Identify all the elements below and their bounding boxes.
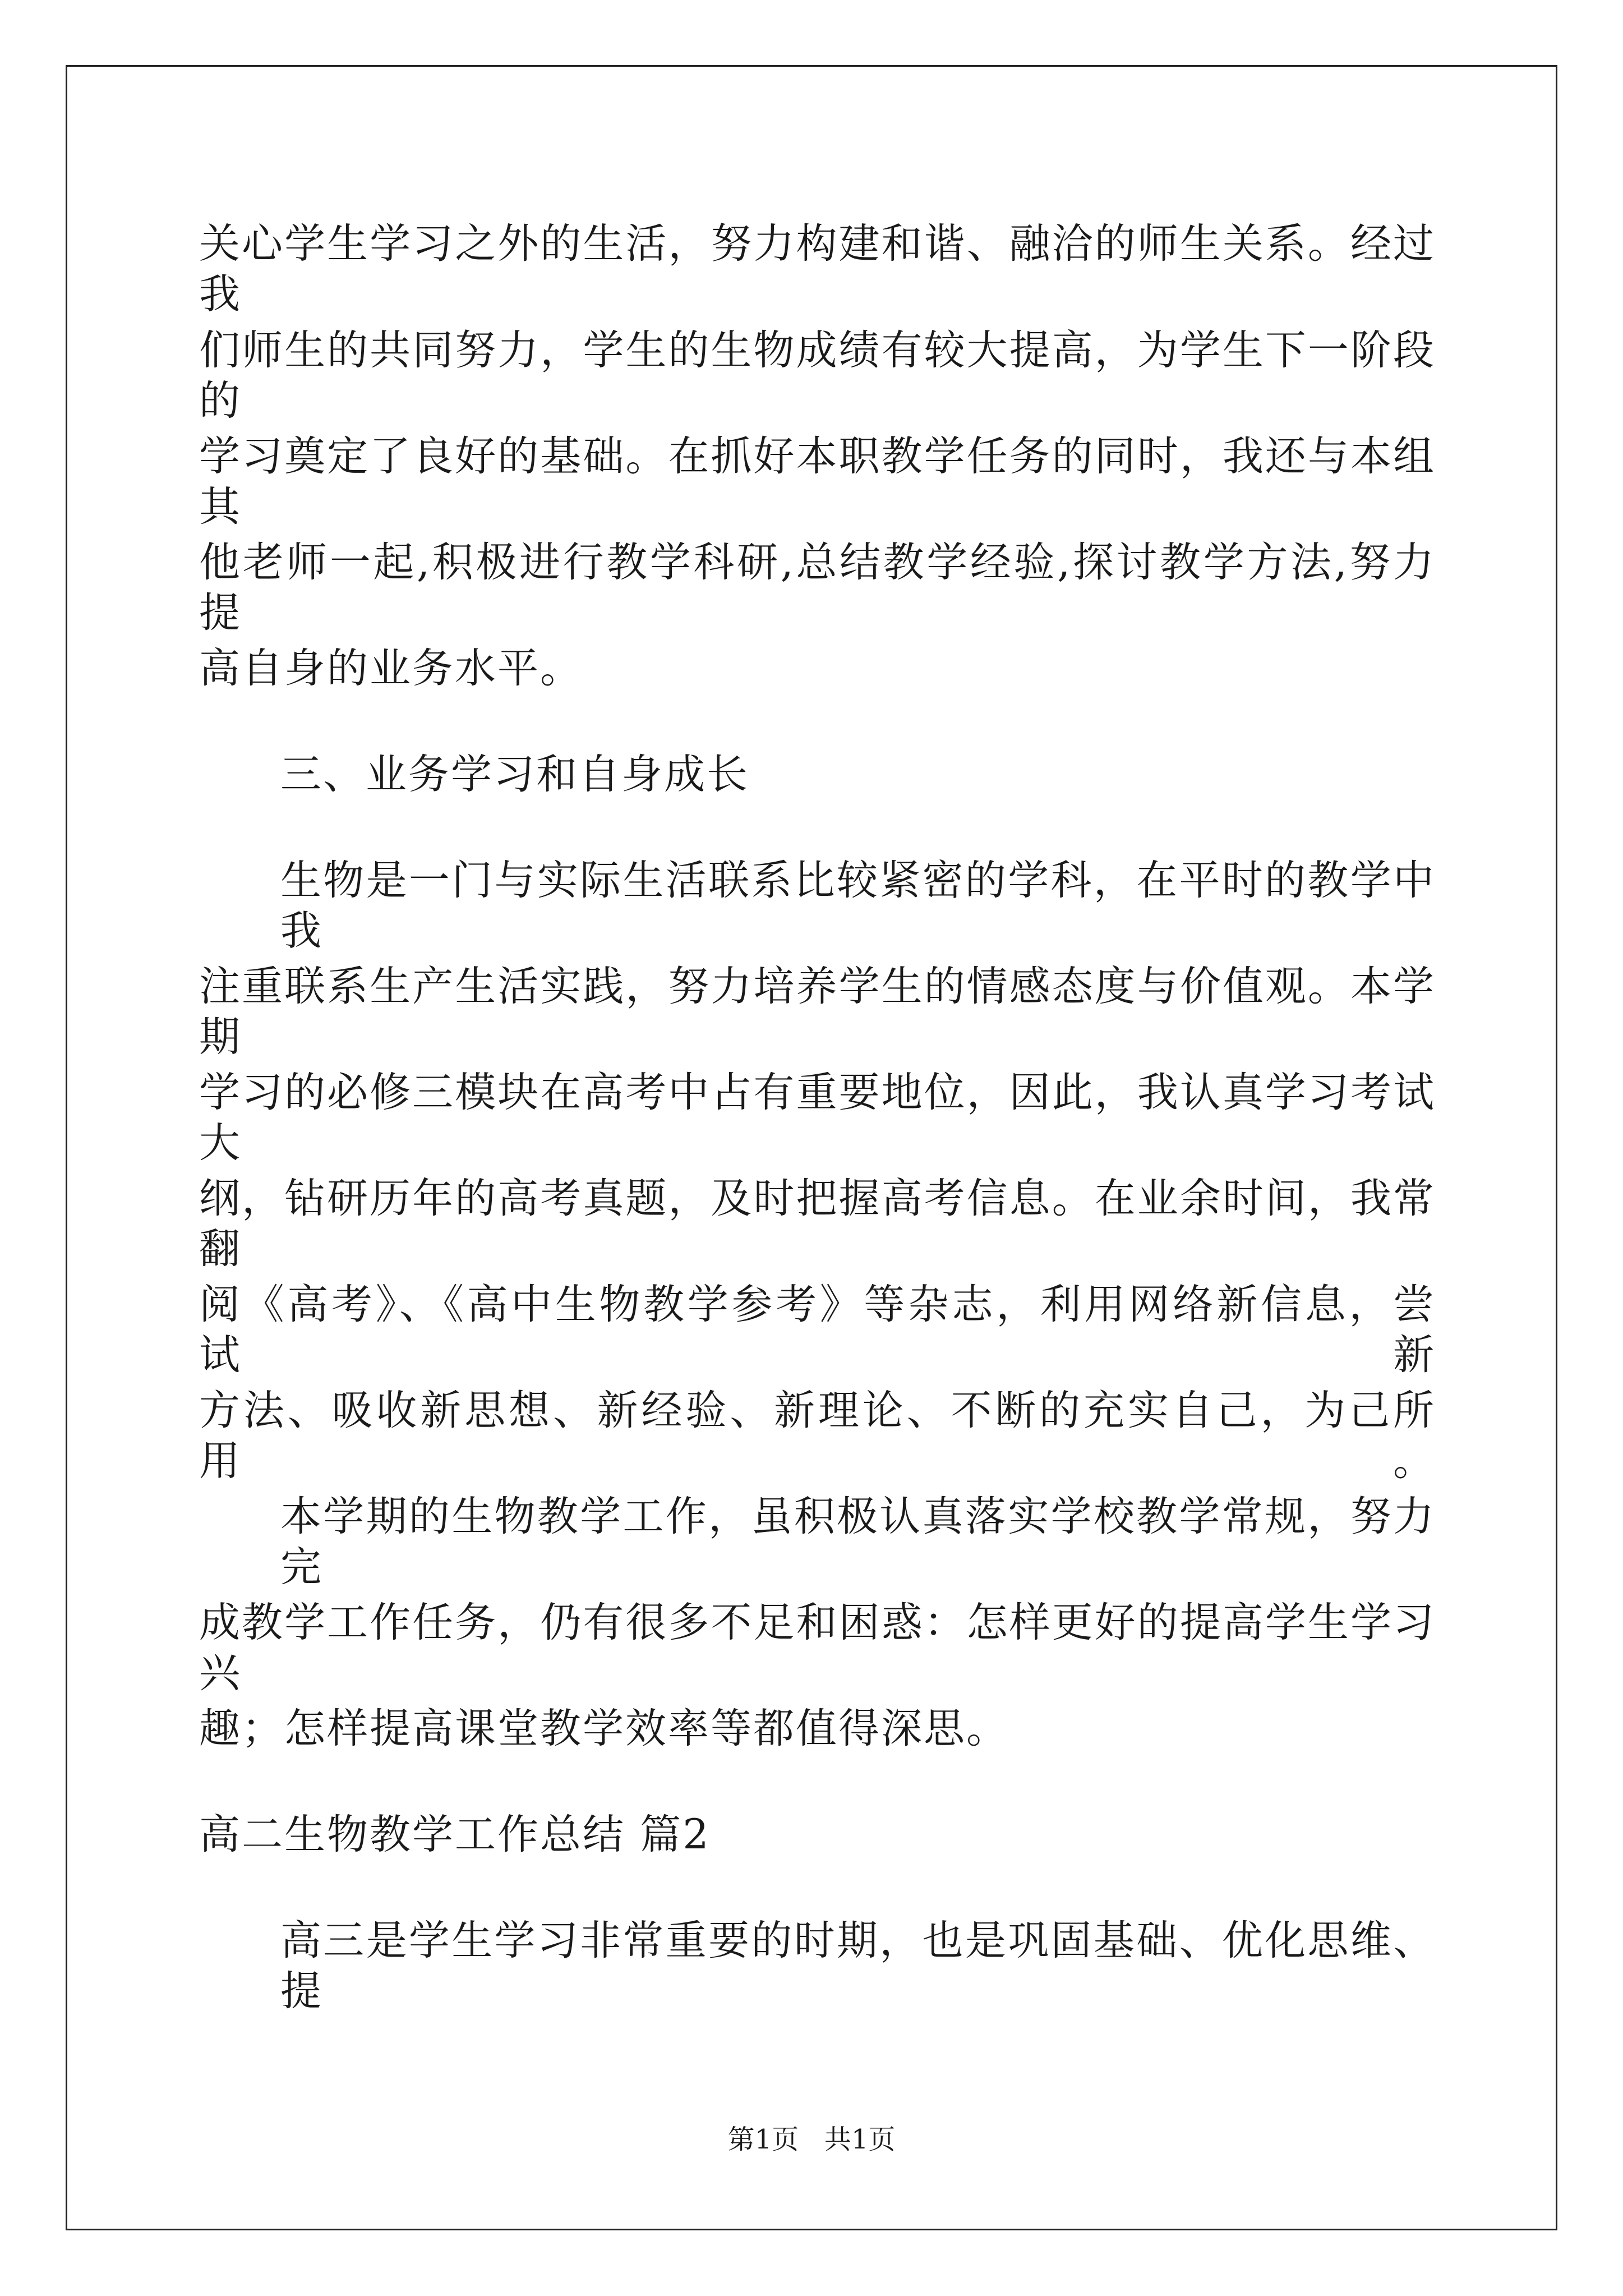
text-line: 方法、吸收新思想、新经验、新理论、不断的充实自己，为己所用。 (199, 1387, 1436, 1485)
text-line: 生物是一门与实际生活联系比较紧密的学科，在平时的教学中我 (280, 857, 1436, 955)
text-line: 学习奠定了良好的基础。在抓好本职教学任务的同时，我还与本组其 (199, 432, 1436, 531)
text-line: 本学期的生物教学工作，虽积极认真落实学校教学常规，努力完 (280, 1493, 1436, 1591)
text-line: 高三是学生学习非常重要的时期，也是巩固基础、优化思维、提 (280, 1917, 1436, 2015)
text-line: 高自身的业务水平。 (199, 645, 583, 692)
page-border (66, 65, 1557, 2230)
article-heading: 高二生物教学工作总结 篇2 (199, 1811, 711, 1858)
text-line: 关心学生学习之外的生活，努力构建和谐、融洽的师生关系。经过我 (199, 220, 1436, 318)
text-line: 趣；怎样提高课堂教学效率等都值得深思。 (199, 1705, 1009, 1752)
text-line: 学习的必修三模块在高考中占有重要地位，因此，我认真学习考试大 (199, 1069, 1436, 1167)
section-heading: 三、业务学习和自身成长 (280, 751, 749, 798)
text-line: 们师生的共同努力，学生的生物成绩有较大提高，为学生下一阶段的 (199, 326, 1436, 425)
text-line: 成教学工作任务，仍有很多不足和困惑：怎样更好的提高学生学习兴 (199, 1599, 1436, 1697)
page-footer: 第1页 共1页 (727, 2124, 896, 2155)
text-line: 注重联系生产生活实践，努力培养学生的情感态度与价值观。本学期 (199, 963, 1436, 1061)
text-line: 阅《高考》、《高中生物教学参考》等杂志，利用网络新信息，尝试新 (199, 1281, 1436, 1379)
text-line: 纲，钻研历年的高考真题，及时把握高考信息。在业余时间，我常翻 (199, 1175, 1436, 1273)
text-line: 他老师一起,积极进行教学科研,总结教学经验,探讨教学方法,努力提 (199, 539, 1436, 637)
